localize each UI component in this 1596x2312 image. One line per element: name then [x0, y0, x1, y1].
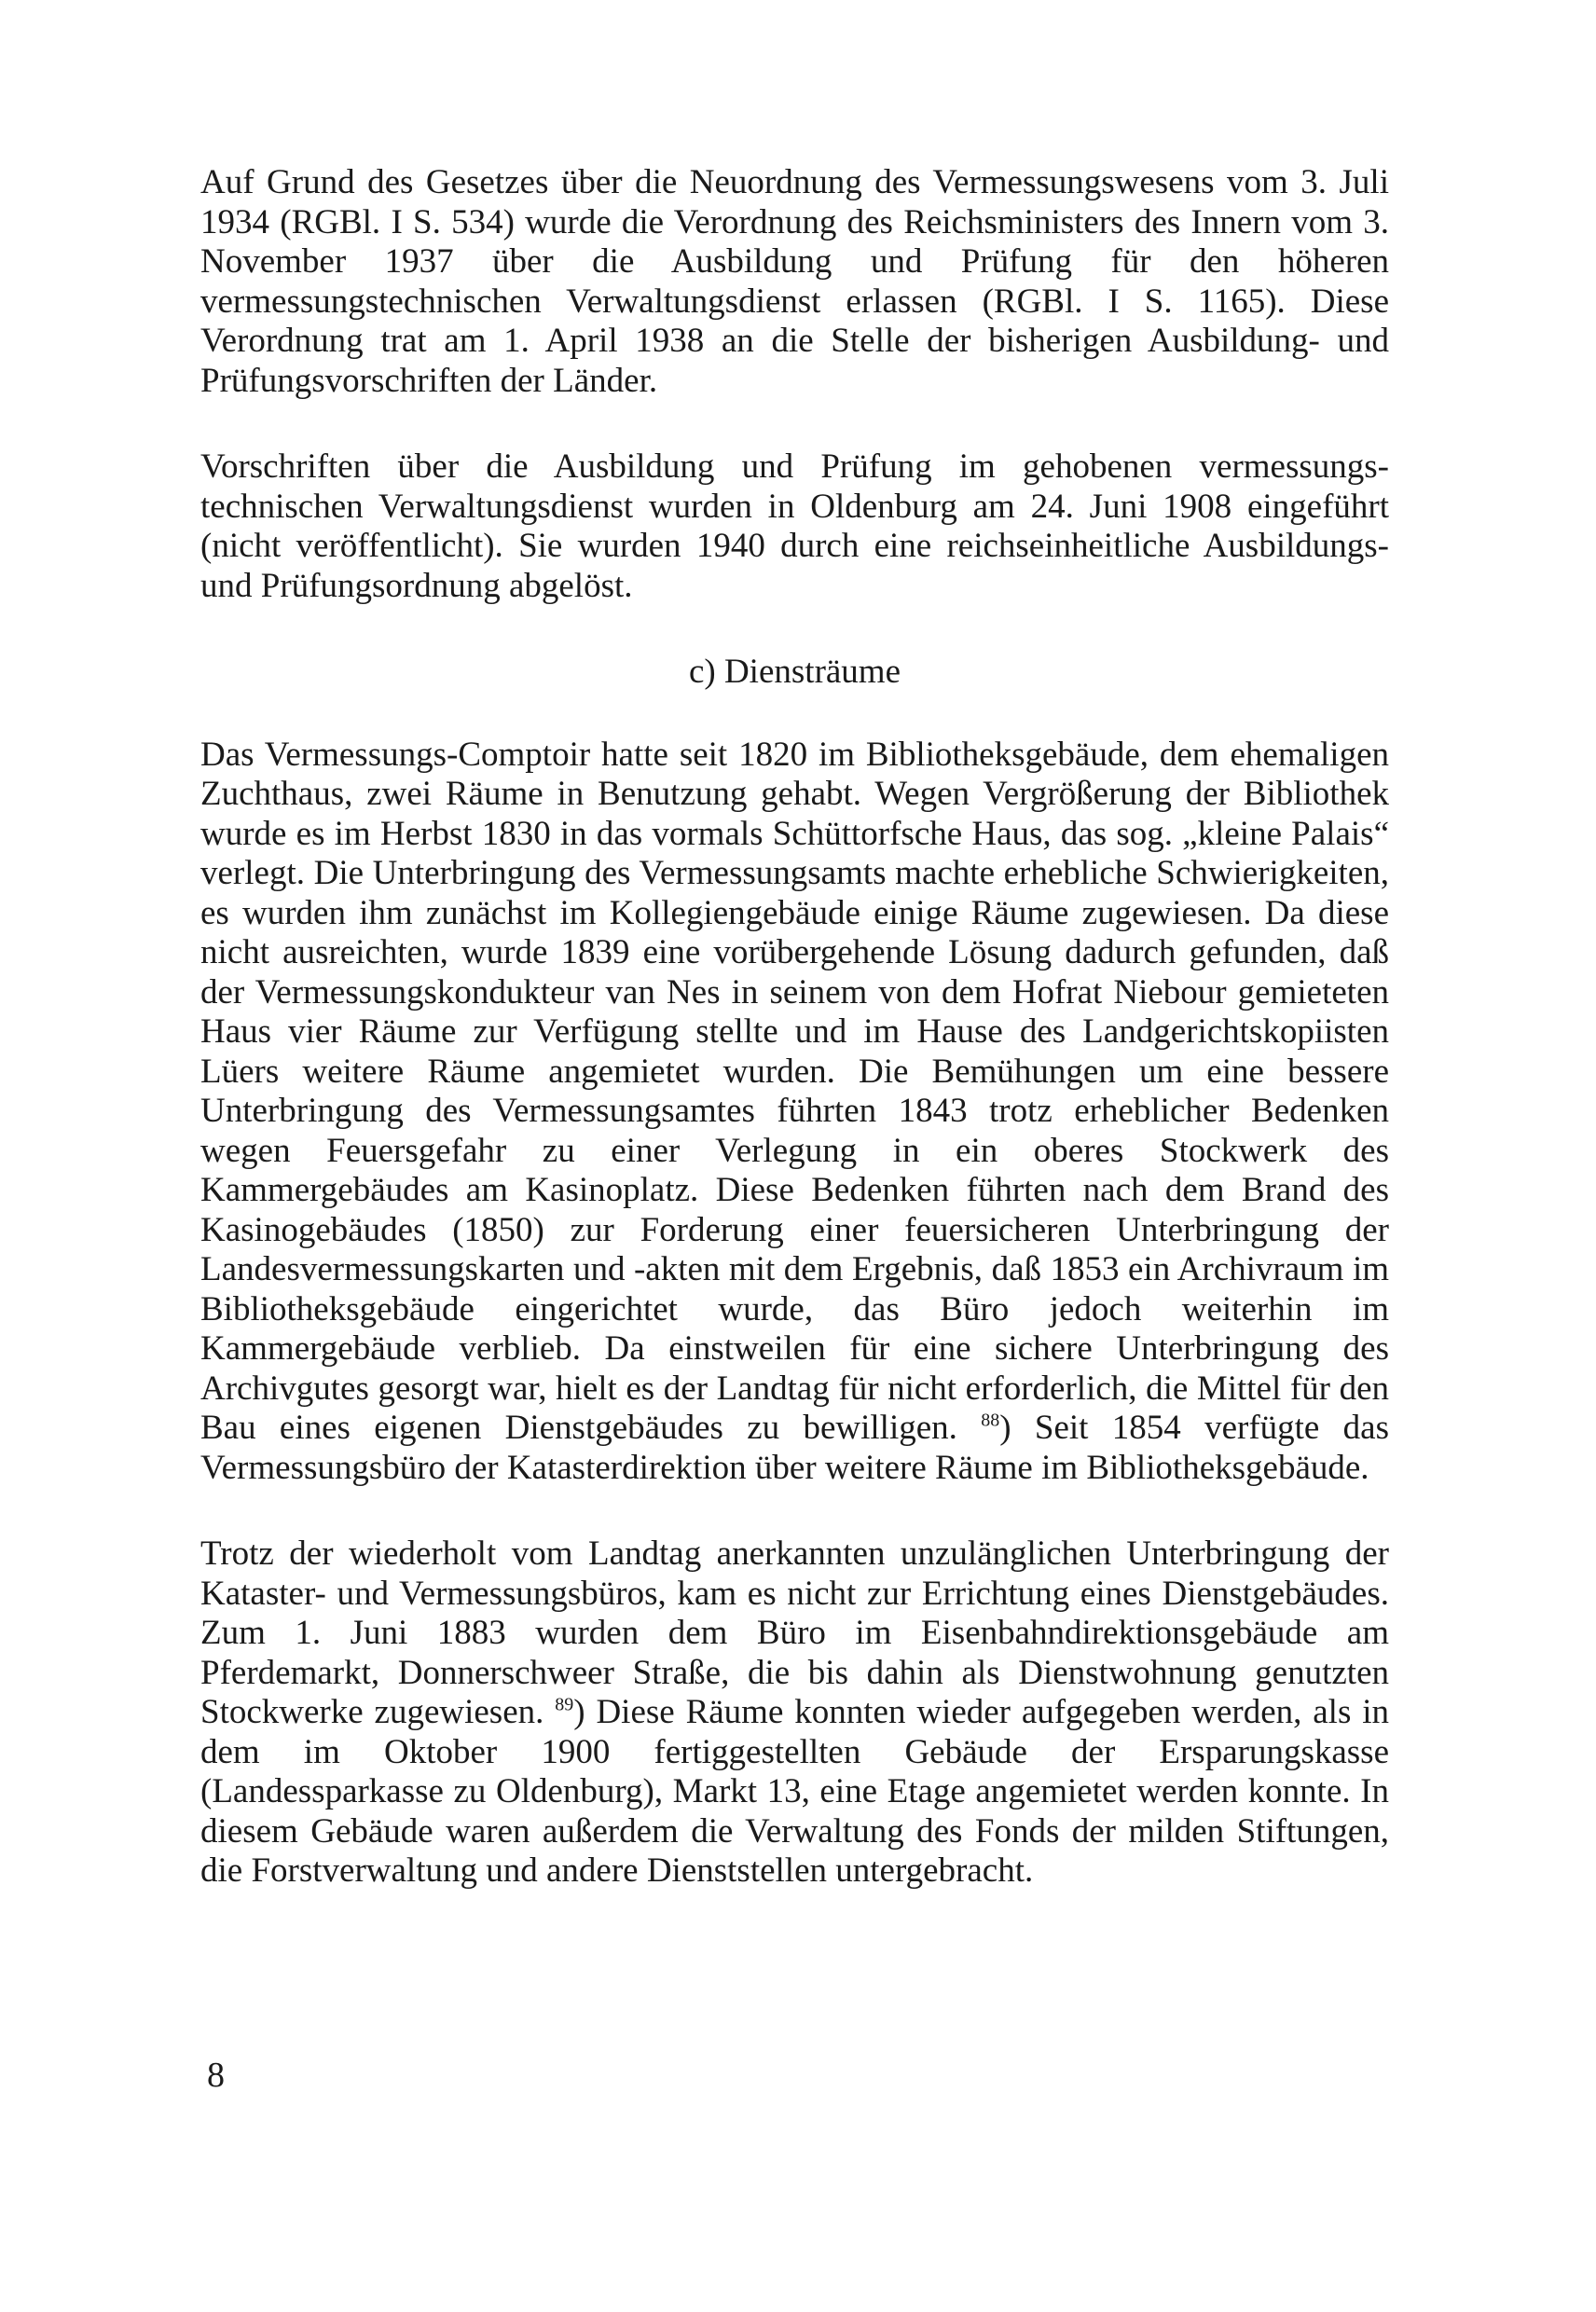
footnote-marker-88: 88	[981, 1410, 1000, 1431]
footnote-marker-89: 89	[555, 1694, 574, 1715]
paragraph-3	[200, 736, 1389, 1489]
paragraph-4	[200, 1534, 1389, 1892]
paragraph-4-text-a: Trotz der wiederholt vom Landtag anerkannten unzulänglichen Unterbringung der Kataster- und Vermessungsbüros, kam es nicht zur Errichtung eines Dienstgebäudes. Zum 1. Juni 1883 wurden dem Büro im Eisenbahndirektionsgebäude am Pferdemarkt, Donnerschweer Straße, die bis dahin als Dienstwohnung genutzten Stockwerke zugewiesen.	[200, 1534, 1389, 1731]
paragraph-3-text-b: ) Seit 1854 verfügte das Vermessungsbüro der Katasterdirektion über weitere Räume im Bibliotheksgebäude.	[200, 1409, 1389, 1487]
page-number: 8	[207, 2056, 225, 2095]
paragraph-2: Vorschriften über die Ausbildung und Prüfung im gehobenen vermessungstechnischen Verwaltungsdienst wurden in Oldenburg am 24. Juni 1908 eingeführt (nicht veröffentlicht). Sie wurden 1940 durch eine reichseinheitliche Ausbildungs- und Prüfungsordnung abgelöst.	[200, 447, 1389, 605]
paragraph-1: Auf Grund des Gesetzes über die Neuordnung des Vermessungswesens vom 3. Juli 1934 (RGBl. I S. 534) wurde die Verordnung des Reichsministers des Innern vom 3. November 1937 über die Ausbildung und Prüfung für den höheren vermessungstechnischen Verwaltungsdienst erlassen (RGBl. I S. 1165). Diese Verordnung trat am 1. April 1938 an die Stelle der bisherigen Ausbildung- und Prüfungsvorschriften der Länder.	[200, 163, 1389, 400]
paragraph-4-text-b: ) Diese Räume konnten wieder aufgegeben werden, als in dem im Oktober 1900 fertiggestellten Gebäude der Ersparungskasse (Landessparkasse zu Oldenburg), Markt 13, eine Etage angemietet werden konnte. In diesem Gebäude waren außerdem die Verwaltung des Fonds der milden Stiftungen, die Forstverwaltung und andere Dienststellen untergebracht.	[200, 1693, 1390, 1890]
section-heading: c) Diensträume	[688, 653, 901, 691]
paragraph-3-text-a: Das Vermessungs-Comptoir hatte seit 1820 im Bibliotheksgebäude, dem ehemaligen Zuchthaus, zwei Räume in Benutzung gehabt. Wegen Vergrößerung der Bibliothek wurde es im Herbst 1830 in das vormals Schüttorfsche Haus, das sog. „kleine Palais“ verlegt. Die Unterbringung des Vermessungsamts machte erhebliche Schwierigkeiten, es wurden ihm zunächst im Kollegiengebäude einige Räume zugewiesen. Da diese nicht ausreichten, wurde 1839 eine vorübergehende Lösung dadurch gefunden, daß der Vermessungskondukteur van Nes in seinem von dem Hofrat Niebour gemieteten Haus vier Räume zur Verfügung stellte und im Hause des Landgerichtskopiisten Lüers weitere Räume angemietet wurden. Die Bemühungen um eine bessere Unterbringung des Vermessungsamtes führten 1843 trotz erheblicher Bedenken wegen Feuersgefahr zu einer Verlegung in ein oberes Stockwerk des Kammergebäudes am Kasinoplatz. Diese Bedenken führten nach dem Brand des Kasinogebäudes (1850) zur Forderung einer feuersicheren Unterbringung der Landesvermessungskarten und -akten mit dem Ergebnis, daß 1853 ein Archivraum im Bibliotheksgebäude eingerichtet wurde, das Büro jedoch weiterhin im Kammergebäude verblieb. Da einstweilen für eine sichere Unterbringung des Archivgutes gesorgt war, hielt es der Landtag für nicht erforderlich, die Mittel für den Bau eines eigenen Dienstgebäudes zu bewilligen.	[200, 735, 1389, 1447]
page-body	[200, 163, 1389, 1892]
